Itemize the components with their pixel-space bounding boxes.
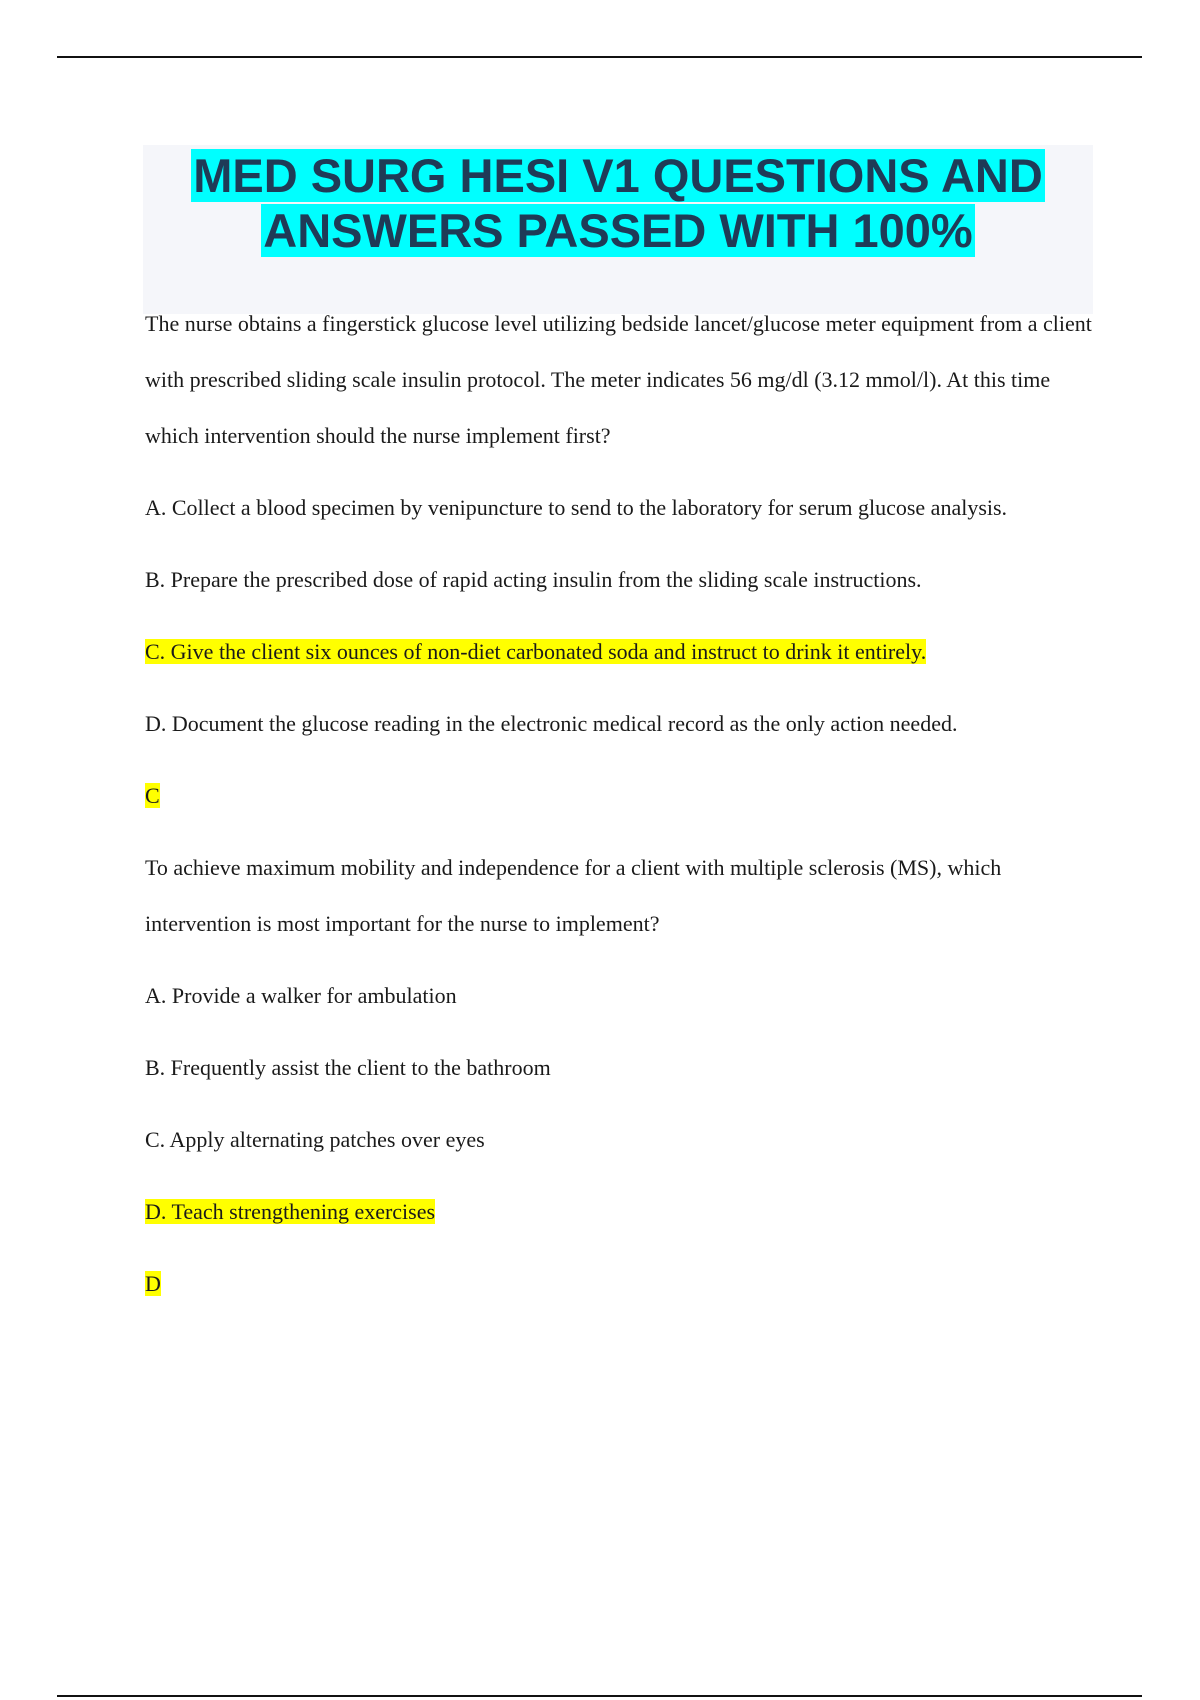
title-banner: [143, 145, 1093, 314]
question-1-option-b: B. Prepare the prescribed dose of rapid acting insulin from the sliding scale instructions.: [145, 567, 922, 592]
question-1-option-d: D. Document the glucose reading in the electronic medical record as the only action needed.: [145, 711, 958, 736]
question-1-stem: The nurse obtains a fingerstick glucose level utilizing bedside lancet/glucose meter equipment from a client with prescribed sliding scale insulin protocol. The meter indicates 56 mg/dl (3.12 mmol/l). At this time which intervention should the nurse implement first?: [145, 311, 1092, 448]
document-title: [143, 145, 1093, 258]
question-2-stem: To achieve maximum mobility and independence for a client with multiple sclerosis (MS), which intervention is most important for the nurse to implement?: [145, 855, 1002, 936]
title-line-1: MED SURG HESI V1 QUESTIONS AND: [193, 149, 1043, 202]
question-1-answer: C: [145, 783, 160, 808]
question-1-option-a: A. Collect a blood specimen by venipuncture to send to the laboratory for serum glucose analysis.: [145, 495, 1008, 520]
question-2-option-c: C. Apply alternating patches over eyes: [145, 1127, 485, 1152]
top-rule: [57, 56, 1142, 58]
bottom-rule: [57, 1695, 1142, 1697]
question-2-answer: D: [145, 1271, 161, 1296]
document-body: [145, 296, 1095, 1312]
question-2-option-a: A. Provide a walker for ambulation: [145, 983, 457, 1008]
question-1-option-c-correct: C. Give the client six ounces of non-diet carbonated soda and instruct to drink it entirely.: [145, 639, 927, 664]
title-line-2: ANSWERS PASSED WITH 100%: [263, 204, 973, 257]
question-2-option-d-correct: D. Teach strengthening exercises: [145, 1199, 436, 1224]
question-2-option-b: B. Frequently assist the client to the bathroom: [145, 1055, 551, 1080]
